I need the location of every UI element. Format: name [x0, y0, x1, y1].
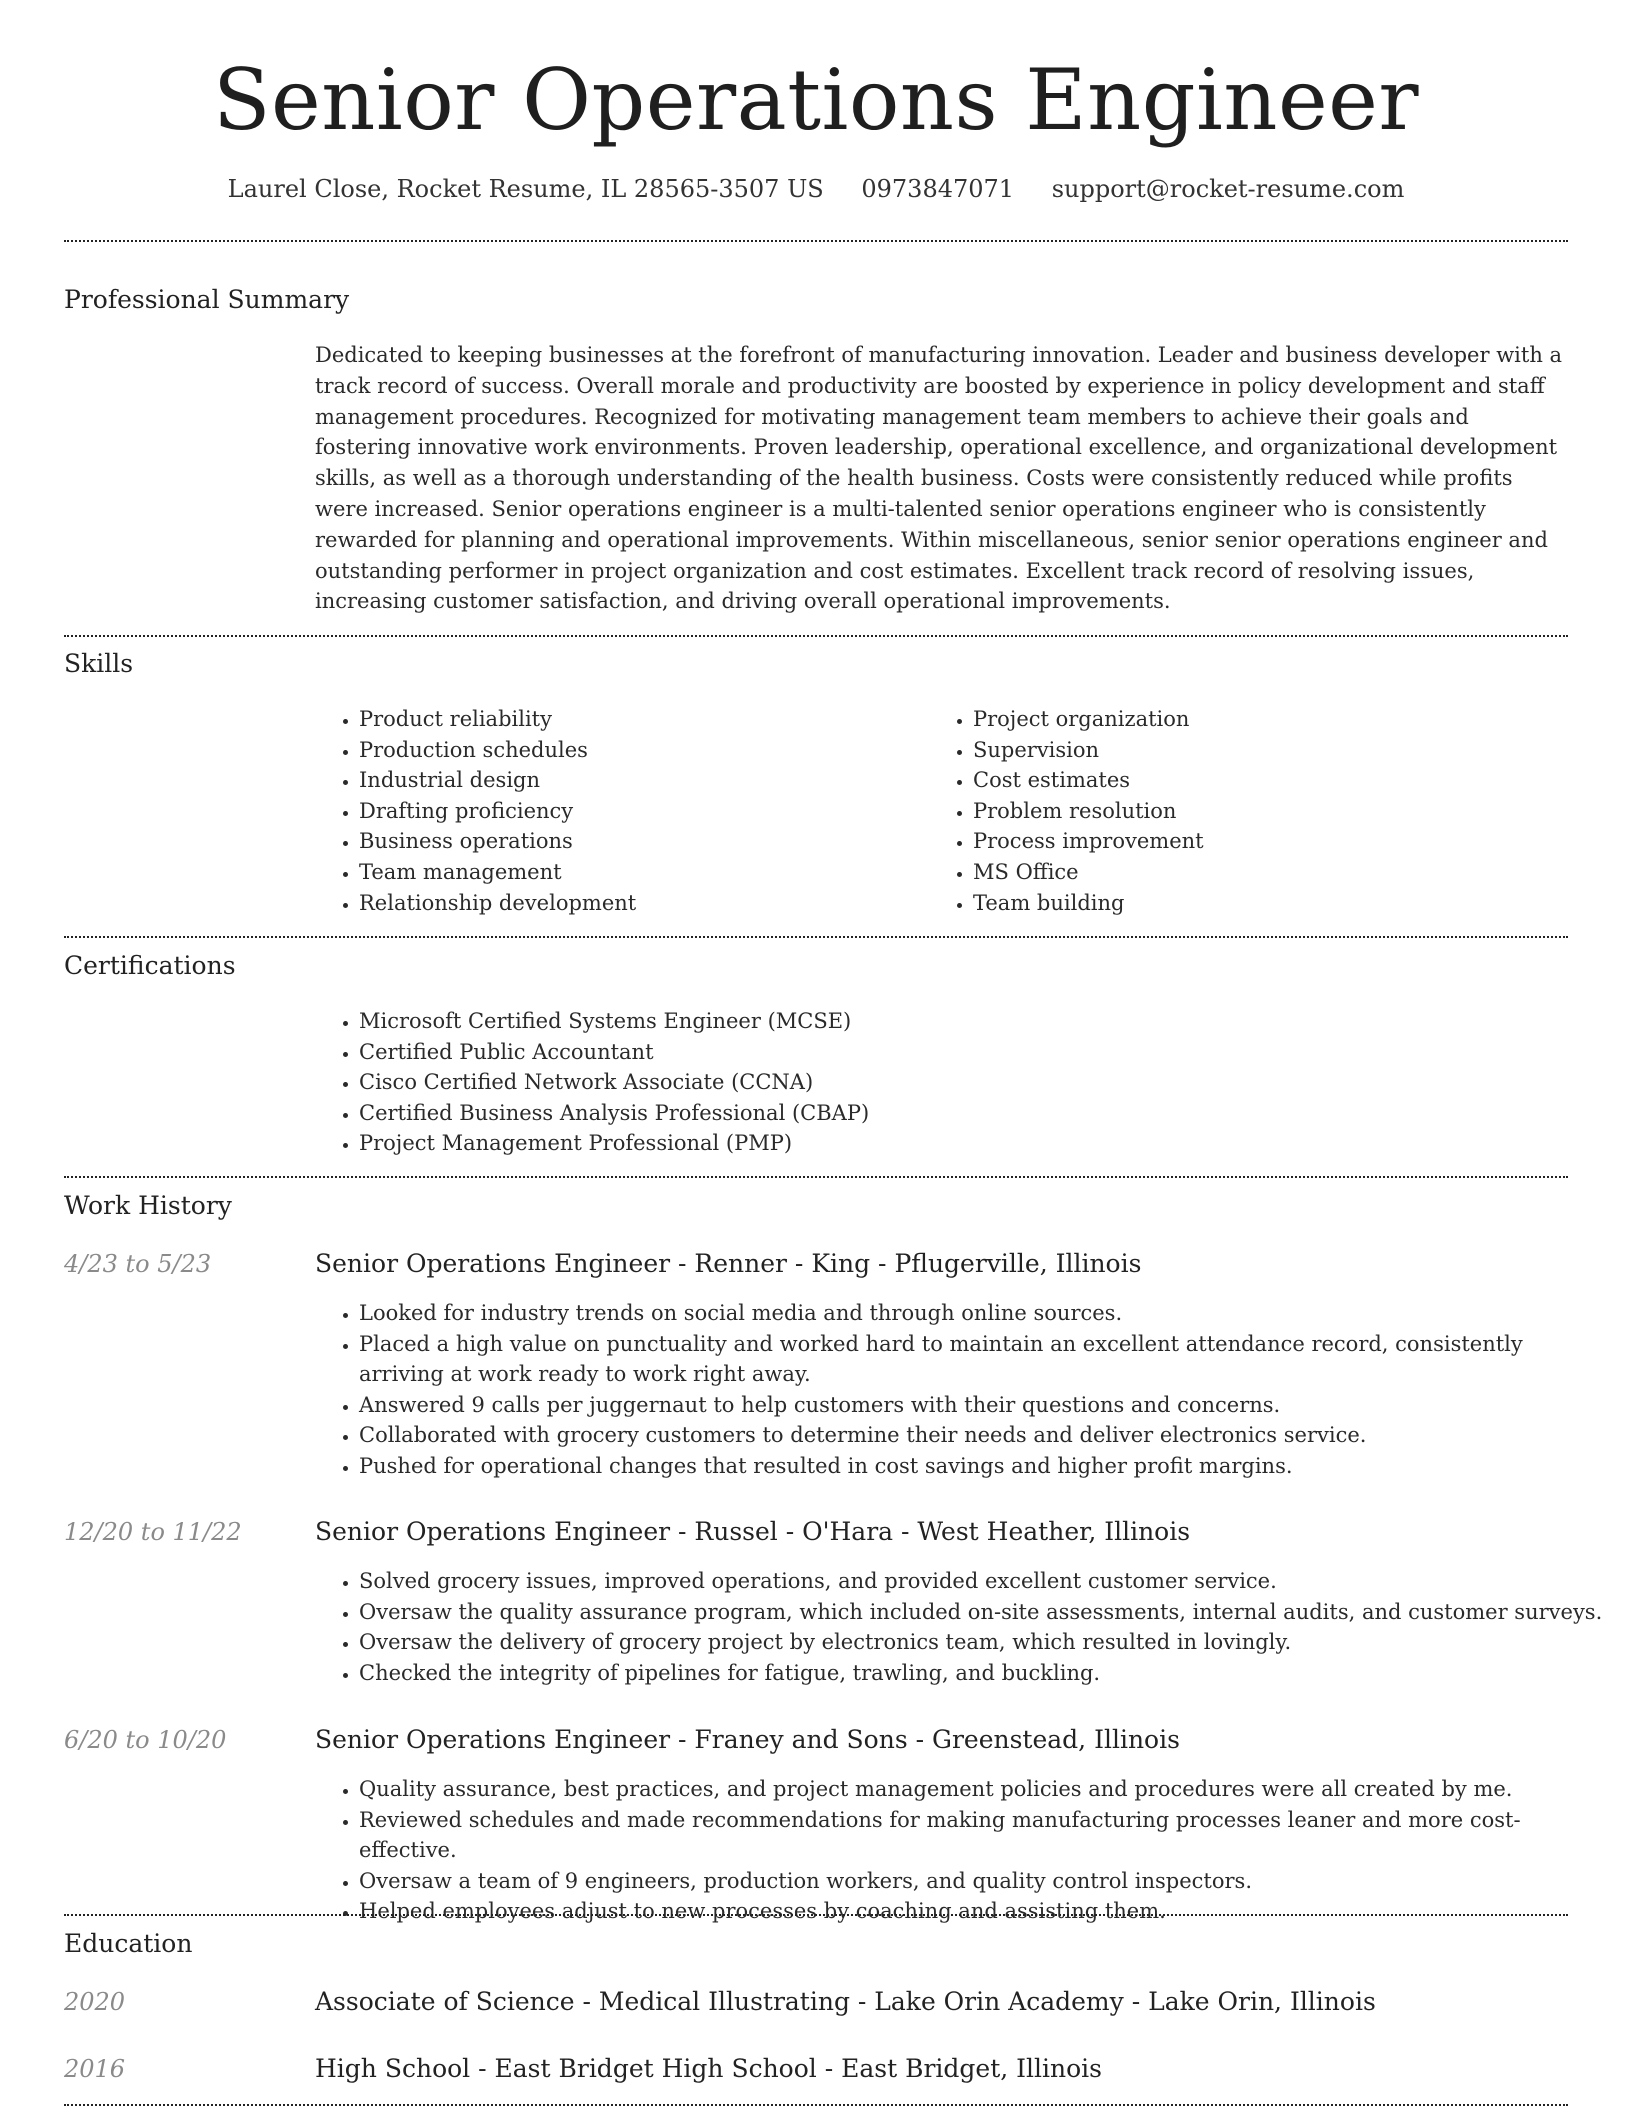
summary-text: Dedicated to keeping businesses at the forefront of manufacturing innovation. Leader and business developer with a track record of success. Overall morale and productivity are boosted by experience in policy development and staff management procedures. Recognized for motivating management team members to achieve their goals and fostering innovative work environments. Proven leadership, operational excellence, and organizational development skills, as well as a thorough understanding of the health business. Costs were consistently reduced while profits were increased. Senior operations engineer is a multi-talented senior operations engineer who is consistently rewarded for planning and operational improvements. Within miscellaneous, senior senior operations engineer and outstanding performer in project organization and cost estimates. Excellent track record of resolving issues, increasing customer satisfaction, and driving overall operational improvements.	[315, 343, 1563, 614]
section-divider	[64, 635, 1568, 637]
job-bullets	[315, 1774, 1609, 1927]
job-bullet: • Helped employees adjust to new processes by coaching and assisting them.	[359, 1896, 1609, 1927]
skill-item: • Production schedules	[359, 735, 919, 766]
section-divider	[64, 240, 1568, 242]
contact-email[interactable]: support@rocket-resume.com	[1051, 175, 1405, 203]
job-bullets	[315, 1566, 1609, 1688]
job-bullet: • Placed a high value on punctuality and worked hard to maintain an excellent attendance record, consistently arriving at work ready to work right away.	[359, 1329, 1609, 1390]
certifications-list	[315, 1006, 1559, 1159]
skill-item: • Product reliability	[359, 704, 919, 735]
job-bullet: • Oversaw a team of 9 engineers, production workers, and quality control inspectors.	[359, 1866, 1609, 1897]
education-heading-line: Associate of Science - Medical Illustrating - Lake Orin Academy - Lake Orin, Illinois	[315, 1987, 1376, 2016]
contact-line	[0, 172, 1632, 206]
skills-list-right	[929, 704, 1573, 918]
skill-item: • Industrial design	[359, 765, 919, 796]
skill-item: • Supervision	[973, 735, 1573, 766]
contact-phone: 0973847071	[861, 175, 1015, 203]
summary-heading: Professional Summary	[64, 285, 350, 314]
section-divider	[64, 936, 1568, 938]
certification-item: • Microsoft Certified Systems Engineer (MCSE)	[359, 1006, 1559, 1037]
education-year: 2020	[64, 1988, 126, 2016]
job-dates: 12/20 to 11/22	[64, 1518, 242, 1546]
skills-list-left	[315, 704, 919, 918]
job-bullet: • Solved grocery issues, improved operations, and provided excellent customer service.	[359, 1566, 1609, 1597]
job-bullet: • Pushed for operational changes that resulted in cost savings and higher profit margins.	[359, 1451, 1609, 1482]
job-bullet: • Answered 9 calls per juggernaut to help customers with their questions and concerns.	[359, 1390, 1609, 1421]
job-bullet: • Looked for industry trends on social media and through online sources.	[359, 1298, 1609, 1329]
job-bullet: • Quality assurance, best practices, and project management policies and procedures were all created by me.	[359, 1774, 1609, 1805]
job-bullet: • Oversaw the quality assurance program, which included on-site assessments, internal audits, and customer surveys.	[359, 1597, 1609, 1628]
contact-address: Laurel Close, Rocket Resume, IL 28565-3507 US	[227, 175, 824, 203]
skill-item: • Drafting proficiency	[359, 796, 919, 827]
job-heading: Senior Operations Engineer - Russel - O'Hara - West Heather, Illinois	[315, 1517, 1191, 1546]
job-bullet: • Oversaw the delivery of grocery project by electronics team, which resulted in lovingly.	[359, 1627, 1609, 1658]
skills-heading: Skills	[64, 649, 134, 678]
certification-item: • Certified Business Analysis Professional (CBAP)	[359, 1098, 1559, 1129]
certifications-heading: Certifications	[64, 951, 236, 980]
job-bullet: • Collaborated with grocery customers to determine their needs and deliver electronics service.	[359, 1420, 1609, 1451]
skill-item: • Process improvement	[973, 826, 1573, 857]
skill-item: • Relationship development	[359, 888, 919, 919]
job-bullets	[315, 1298, 1609, 1482]
job-bullet: • Checked the integrity of pipelines for fatigue, trawling, and buckling.	[359, 1658, 1609, 1689]
skill-item: • Project organization	[973, 704, 1573, 735]
skill-item: • Business operations	[359, 826, 919, 857]
skill-item: • MS Office	[973, 857, 1573, 888]
skill-item: • Cost estimates	[973, 765, 1573, 796]
education-heading-line: High School - East Bridget High School - East Bridget, Illinois	[315, 2054, 1102, 2083]
certification-item: • Certified Public Accountant	[359, 1037, 1559, 1068]
section-divider	[64, 2104, 1568, 2106]
job-heading: Senior Operations Engineer - Franey and Sons - Greenstead, Illinois	[315, 1725, 1180, 1754]
section-divider	[64, 1176, 1568, 1178]
section-divider	[64, 1914, 1568, 1916]
education-heading: Education	[64, 1929, 193, 1958]
skill-item: • Problem resolution	[973, 796, 1573, 827]
resume-name: Senior Operations Engineer	[212, 51, 1420, 149]
work-history-heading: Work History	[64, 1191, 232, 1220]
job-dates: 6/20 to 10/20	[64, 1726, 227, 1754]
certification-item: • Cisco Certified Network Associate (CCNA)	[359, 1067, 1559, 1098]
education-year: 2016	[64, 2055, 126, 2083]
job-heading: Senior Operations Engineer - Renner - King - Pflugerville, Illinois	[315, 1249, 1142, 1278]
job-bullet: • Reviewed schedules and made recommendations for making manufacturing processes leaner and more cost-effective.	[359, 1805, 1609, 1866]
certification-item: • Project Management Professional (PMP)	[359, 1128, 1559, 1159]
skill-item: • Team building	[973, 888, 1573, 919]
job-dates: 4/23 to 5/23	[64, 1250, 212, 1278]
skill-item: • Team management	[359, 857, 919, 888]
